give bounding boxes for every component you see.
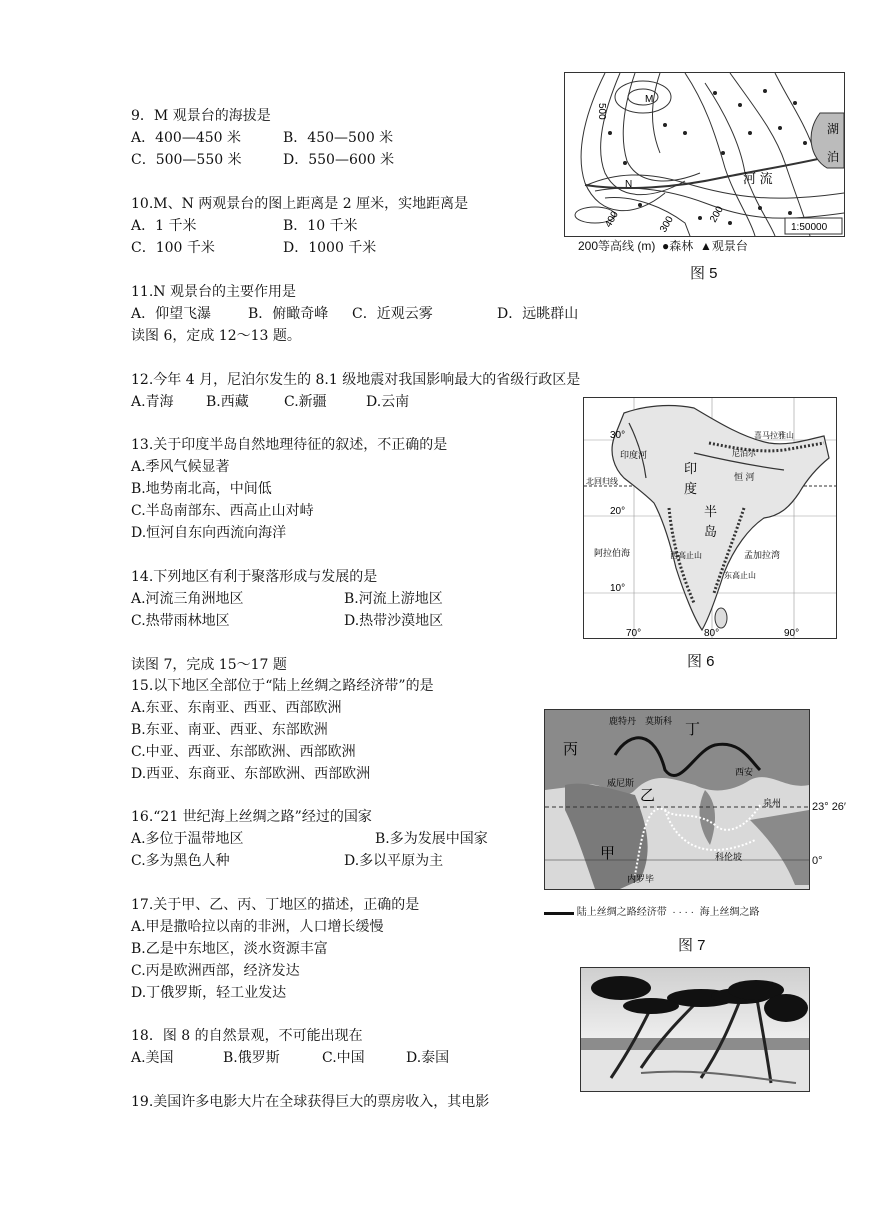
q18-option-d: D.泰国 [406,1050,450,1066]
q16-option-a: A.多位于温带地区 [131,831,244,847]
lat-20: 20° [610,506,626,517]
q13-stem: 13.关于印度半岛自然地理待征的叙述，不正确的是 [131,437,448,453]
fig7-caption: 图 7 [678,937,706,954]
legend-contour: ​200​等高线 (m) [578,239,656,253]
q9-stem: 9．M 观景台的海拔是 [131,108,271,124]
q13-option-d: D.恒河自东向西流向海洋 [131,525,287,541]
lake-label-1: 湖 [827,122,840,136]
q16-option-c: C.多为黑色人种 [131,853,230,869]
q10-option-c: C．100 千米 [131,240,215,256]
legend-sea: 海上丝绸之路 [699,907,760,918]
q9-option-d: D．550—600 米 [283,152,395,168]
india-char-2: 度 [684,481,698,496]
q12-option-a: A.青海 [131,394,174,410]
q12-option-c: C.新疆 [284,394,327,410]
figure-8-palm-beach-photo [580,967,810,1092]
q14-option-c: C.热带雨林地区 [131,613,230,629]
nepal-label: 尼泊尔 [732,449,756,458]
palm-beach-svg [581,968,809,1091]
ganges-label: 恒 河 [734,472,755,482]
india-char-4: 岛 [704,524,718,539]
q19-stem: 19.美国许多电影大片在全球获得巨大的票房收入，其电影 [131,1094,490,1110]
label-moscow: 莫斯科 [645,716,673,726]
q13-option-c: C.半岛南部东、西高止山对峙 [131,503,314,519]
river-label: 河 流 [743,171,773,186]
label-nairobi: 内罗毕 [627,874,655,884]
contour-label-400: 400 [603,209,621,230]
intro-fig6: 读图 6，定成 12～13 题。 [131,328,301,344]
q15-stem: 15.以下地区全部位于“陆上丝绸之路经济带”的是 [131,678,434,694]
label-ding: 丁 [685,721,701,738]
label-m: M [645,94,654,105]
fig5-legend [578,236,748,256]
label-jia: 甲 [600,845,616,862]
q11-option-a: A．仰望飞瀑 [131,306,212,322]
label-quanzhou: 泉州 [763,798,782,808]
silk-road-map-svg [545,710,809,889]
q10-option-b: B．10 千米 [283,218,358,234]
river-line [585,153,844,188]
q12-option-b: B.西藏 [206,394,249,410]
lon-80: 80° [704,628,720,638]
q18-option-a: A.美国 [131,1050,174,1066]
fig6-caption: 图 6 [687,653,715,670]
q17-option-d: D.丁俄罗斯，轻工业发达 [131,985,287,1001]
label-colombo: 科伦坡 [715,852,743,862]
q17-stem: 17.关于甲、乙、丙、丁地区的描述，正确的是 [131,897,420,913]
q11-stem: 11.N 观景台的主要作用是 [131,284,296,300]
sea-route-legend-icon: · · · · [669,907,697,918]
q13-option-b: B.地势南北高，中间低 [131,481,272,497]
q10-option-d: D．1000 千米 [283,240,377,256]
india-landmass [612,406,829,630]
india-map-svg [584,398,836,638]
contour-label-500: 500 [596,103,607,120]
q18-option-c: C.中国 [322,1050,365,1066]
q18-stem: 18．图 8 的自然景观，不可能出现在 [131,1028,363,1044]
q16-stem: 16.“21 世纪海上丝绸之路”经过的国家 [131,809,372,825]
fig5-caption: 图 5 [690,265,718,282]
q13-option-a: A.季风气候显著 [131,459,230,475]
q16-option-b: B.多为发展中国家 [375,831,488,847]
label-bing: 丙 [563,741,579,758]
q12-option-d: D.云南 [366,394,410,410]
q15-option-a: A.东亚、东南亚、西亚、西部欧洲 [131,700,342,716]
label-rotterdam: 鹿特丹 [609,716,637,726]
label-xian: 西安 [735,767,754,777]
contour-label-300: 300 [658,214,676,235]
q12-stem: 12.今年 4 月，尼泊尔发生的 8.1 级地震对我国影响最大的省级行政区是 [131,372,581,388]
arabian-sea-label: 阿拉伯海 [594,548,631,558]
india-char-3: 半 [704,504,718,519]
label-venice: 威尼斯 [607,778,635,788]
q9-option-b: B．450—500 米 [283,130,394,146]
indus-label: 印度河 [620,450,648,460]
western-ghats-label: 西高止山 [670,551,702,560]
q15-option-d: D.西亚、东商亚、东部欧洲、西部欧洲 [131,766,371,782]
fig7-equator-label: 0° [812,855,823,867]
bay-of-bengal-label: 孟加拉湾 [744,550,781,560]
q11-option-b: B．俯瞰奇峰 [248,306,329,322]
tropic-label: 北回归线 [586,477,618,486]
lon-90: 90° [784,628,800,638]
lake-label-2: 泊 [827,150,840,164]
q15-option-c: C.中亚、西亚、东部欧洲、西部欧洲 [131,744,356,760]
q14-option-a: A.河流三角洲地区 [131,591,244,607]
legend-forest: 森林 [669,239,694,253]
observatory-icon: ▲ [696,239,712,253]
figure-6-india-map [583,397,837,639]
contour-label-200: 200 [708,204,726,225]
q17-option-b: B.乙是中东地区，淡水资源丰富 [131,941,328,957]
q15-option-b: B.东亚、南亚、西亚、东部欧洲 [131,722,328,738]
q14-option-d: D.热带沙漠地区 [344,613,444,629]
forest-icon: ● [658,239,670,253]
legend-land: 陆上丝绸之路经济带 [576,907,667,918]
himalaya-label: 喜马拉雅山 [754,431,794,440]
q9-option-c: C．500—550 米 [131,152,242,168]
q16-option-d: D.多以平原为主 [344,853,444,869]
india-char-1: 印 [684,461,698,476]
figure-7-silk-road-map [544,709,810,890]
q10-option-a: A．1 千米 [131,218,197,234]
intro-fig7: 读图 7，完成 15～17 题 [131,657,287,673]
figure-5-contour-map [564,72,845,237]
fig7-lat-label: 23° 26′ [812,801,846,813]
scale-label: 1:50000 [791,222,828,233]
q14-stem: 14.下列地区有利于聚落形成与发展的是 [131,569,378,585]
fig7-legend [544,903,760,923]
q17-option-a: A.甲是撒哈拉以南的非洲，人口增长缓慢 [131,919,384,935]
legend-observatory: 观景台 [711,239,748,253]
q14-option-b: B.河流上游地区 [344,591,443,607]
q9-option-a: A．400—450 米 [131,130,242,146]
label-yi: 乙 [640,787,656,804]
sea [581,1038,809,1050]
sri-lanka-shape [715,608,727,628]
q11-option-d: D．远眺群山 [497,306,579,322]
label-n: N [625,179,633,190]
lat-10: 10° [610,583,626,594]
q17-option-c: C.丙是欧洲西部，经济发达 [131,963,300,979]
q11-option-c: C．近观云雾 [352,306,433,322]
contour-map-svg [565,73,844,236]
q18-option-b: B.俄罗斯 [223,1050,280,1066]
lat-30: 30° [610,430,626,441]
lon-70: 70° [626,628,642,638]
land-route-legend-icon: ▬▬▬ [544,907,574,918]
q10-stem: 10.M、N 两观景台的图上距离是 2 厘米，实地距离是 [131,196,469,212]
eastern-ghats-label: 东高止山 [724,571,756,580]
